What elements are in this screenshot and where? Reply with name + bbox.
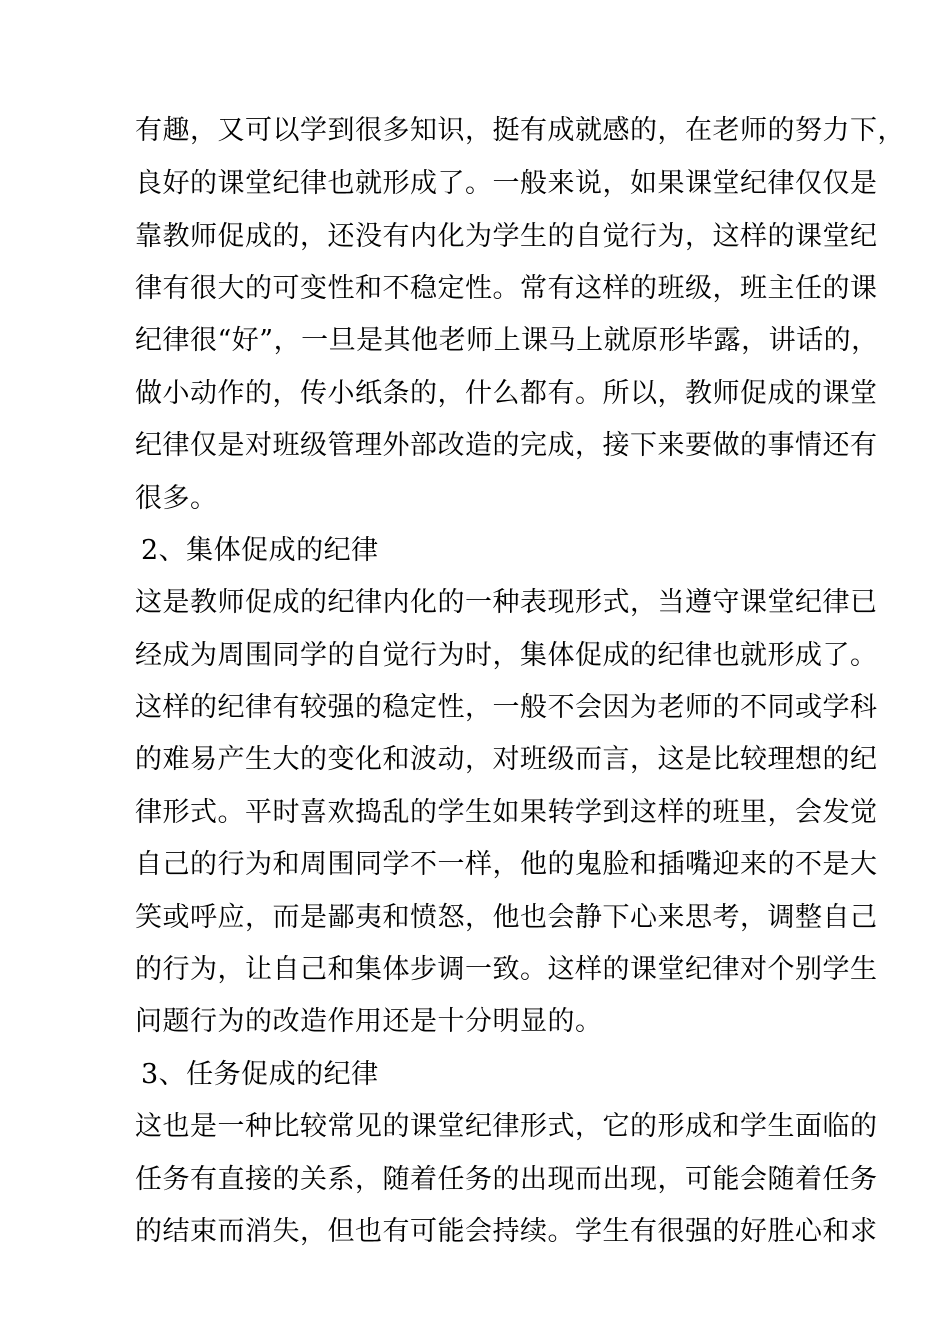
text-line: 做小动作的，传小纸条的，什么都有。所以，教师促成的课堂 xyxy=(135,378,878,409)
text-line: 的结束而消失，但也有可能会持续。学生有很强的好胜心和求 xyxy=(135,1216,878,1247)
text-line: 笑或呼应，而是鄙夷和愤怒，他也会静下心来思考，调整自己 xyxy=(135,902,878,933)
text-line: 的难易产生大的变化和波动，对班级而言，这是比较理想的纪 xyxy=(135,744,878,775)
text-line: 纪律很“好”，一旦是其他老师上课马上就原形毕露，讲话的， xyxy=(135,325,879,356)
text-line: 靠教师促成的，还没有内化为学生的自觉行为，这样的课堂纪 xyxy=(135,221,878,252)
text-line: 律有很大的可变性和不稳定性。常有这样的班级，班主任的课 xyxy=(135,273,878,304)
text-line: 任务有直接的关系，随着任务的出现而出现，可能会随着任务 xyxy=(135,1164,878,1195)
text-line: 纪律仅是对班级管理外部改造的完成，接下来要做的事情还有 xyxy=(135,430,878,461)
text-line: 问题行为的改造作用还是十分明显的。 xyxy=(135,1006,603,1037)
text-line: 这是教师促成的纪律内化的一种表现形式，当遵守课堂纪律已 xyxy=(135,587,878,618)
text-line: 很多。 xyxy=(135,483,218,514)
text-line: 良好的课堂纪律也就形成了。一般来说，如果课堂纪律仅仅是 xyxy=(135,168,878,199)
text-line: 经成为周围同学的自觉行为时，集体促成的纪律也就形成了。 xyxy=(135,640,878,671)
text-line: 这样的纪律有较强的稳定性，一般不会因为老师的不同或学科 xyxy=(135,692,878,723)
text-line: 有趣，又可以学到很多知识，挺有成就感的，在老师的努力下， xyxy=(135,115,905,146)
section-heading-2: 2、集体促成的纪律 xyxy=(141,535,379,566)
text-line: 的行为，让自己和集体步调一致。这样的课堂纪律对个别学生 xyxy=(135,954,878,985)
text-line: 这也是一种比较常见的课堂纪律形式，它的形成和学生面临的 xyxy=(135,1111,878,1142)
text-line: 律形式。平时喜欢捣乱的学生如果转学到这样的班里，会发觉 xyxy=(135,797,878,828)
text-line: 自己的行为和周围同学不一样，他的鬼脸和插嘴迎来的不是大 xyxy=(135,849,878,880)
section-heading-3: 3、任务促成的纪律 xyxy=(141,1059,379,1090)
